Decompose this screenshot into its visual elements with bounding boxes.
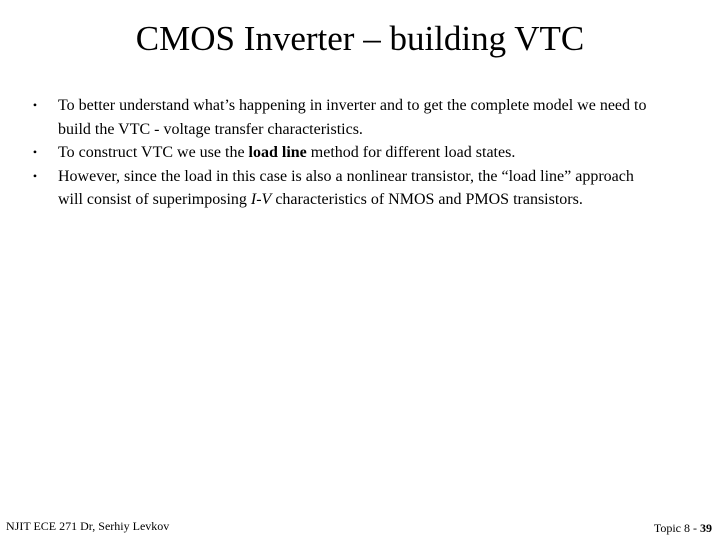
page-number: 39 [700,521,712,535]
bullet-text: To better understand what’s happening in inverter and to get the complete model we need to build the VTC - voltage transfer characteristics. [58,97,647,138]
bullet-item-2 [30,141,650,165]
footer-author: NJIT ECE 271 Dr, Serhiy Levkov [6,519,170,533]
text-segment: However, since the load in this case is also a nonlinear transistor, the “load line” approach will consist of superimposing [58,167,634,208]
bullet-text [58,168,634,209]
slide-title: CMOS Inverter – building VTC [135,19,585,58]
bullet-item-3 [30,165,650,212]
text-segment: To construct VTC we use the [58,144,249,161]
bullet-text [58,144,515,161]
bullet-list [30,94,650,212]
italic-term: I-V [250,191,272,208]
text-segment: method for different load states. [306,144,516,161]
text-segment: characteristics of NMOS and PMOS transistors. [271,191,583,208]
bold-term: load line [248,144,307,161]
bullet-marker: • [32,145,38,159]
bullet-marker: • [32,98,38,112]
bullet-marker: • [32,168,38,183]
footer-page-label [654,521,712,535]
bullet-item-1 [30,94,650,141]
footer-topic: Topic 8 - [653,521,700,535]
